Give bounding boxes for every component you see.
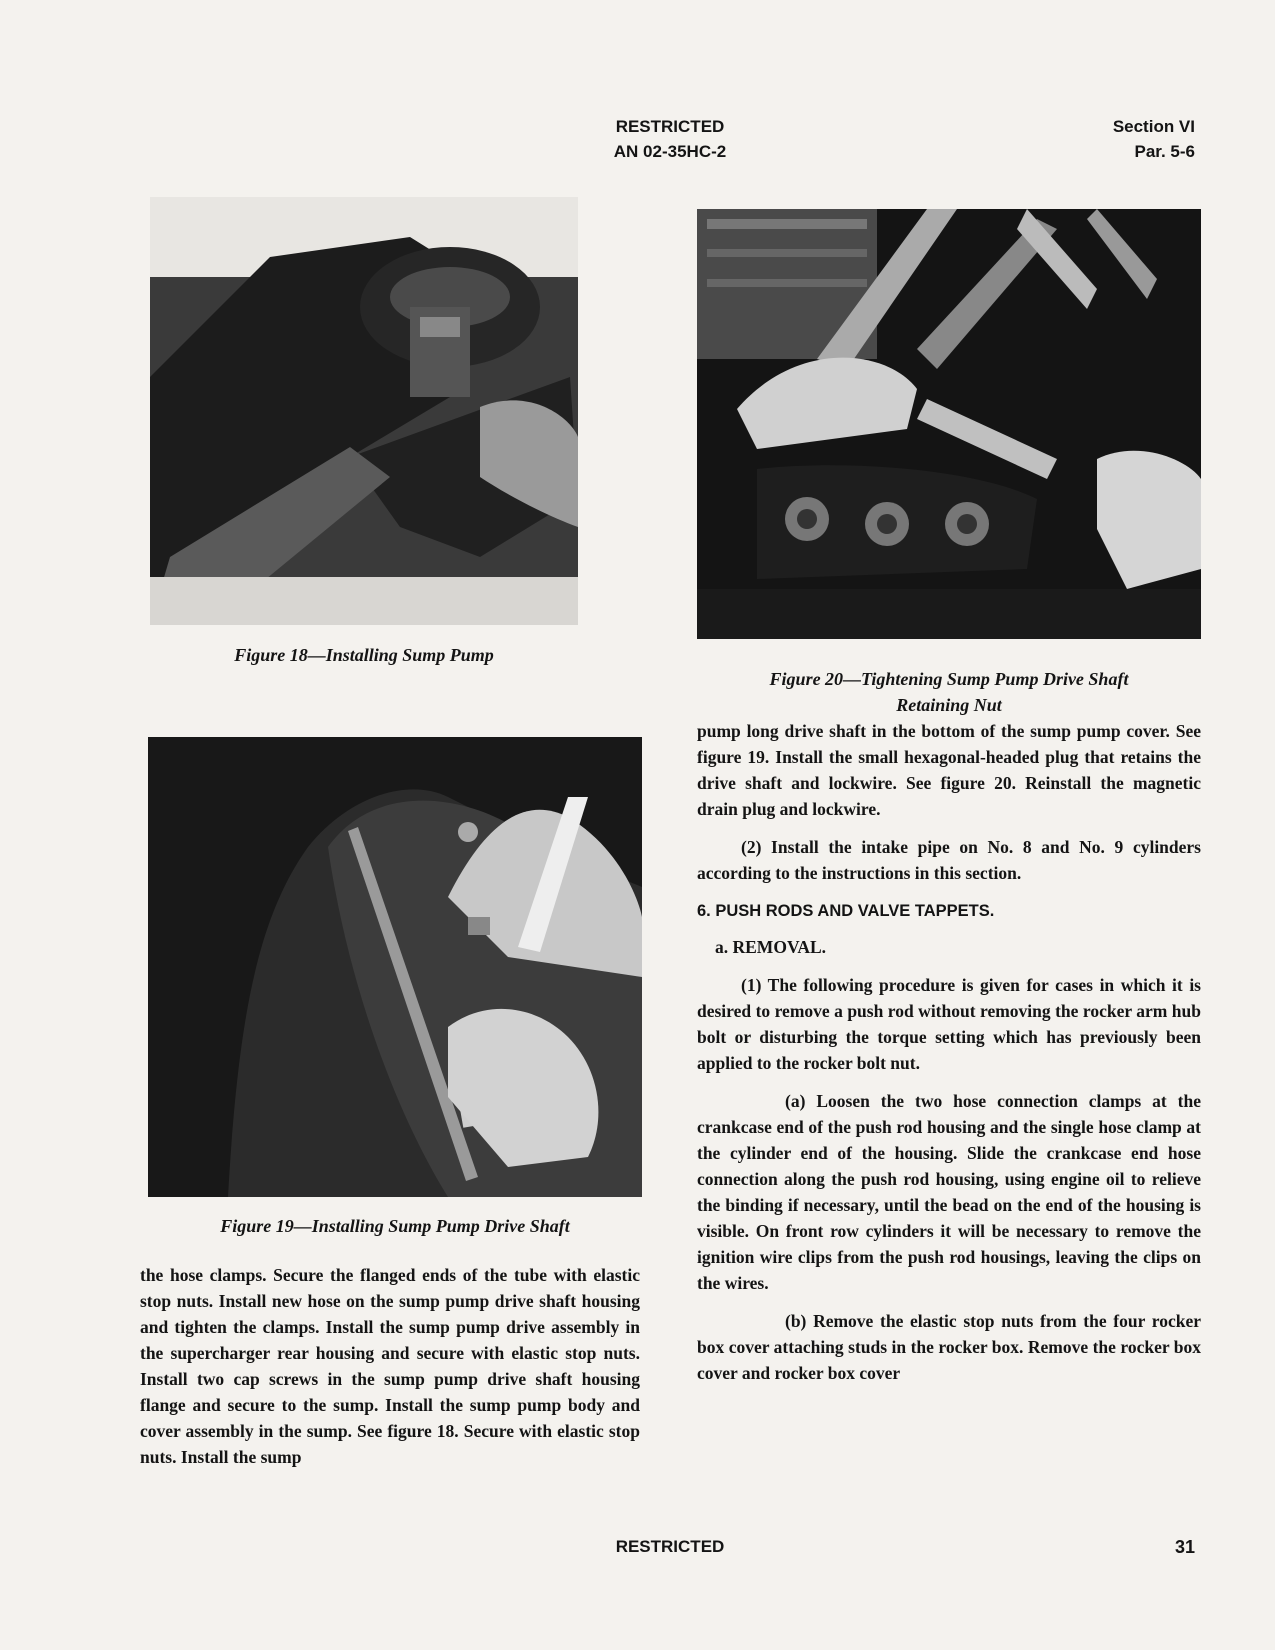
left-paragraph-1: the hose clamps. Secure the flanged ends of the tube with elastic stop nuts. Install new hose on the sump pump drive shaft housing and tighten the clamps. Install the sump pump drive assembly in the supercharger rear housing and secure with elastic stop nuts. Install two cap screws in the sump pump drive shaft housing flange and secure to the sump. Install the sump pump body and cover assembly in the sump. See figure 18. Secure with elastic stop nuts. Install the sump	[140, 1265, 640, 1467]
section-heading: 6. PUSH RODS AND VALVE TAPPETS.	[697, 902, 995, 920]
right-paragraph-5: (b) Remove the elastic stop nuts from the four rocker box cover attaching studs in the rocker box. Remove the rocker box cover and rocker box cover	[697, 1311, 1201, 1383]
header-doc-number: AN 02-35HC-2	[613, 142, 727, 161]
figure-19-caption: Figure 19—Installing Sump Pump Drive Shaft	[220, 1216, 570, 1236]
header-center	[570, 114, 770, 164]
right-paragraph-1: pump long drive shaft in the bottom of the sump pump cover. See figure 19. Install the small hexagonal-headed plug that retains the drive shaft and lockwire. See figure 20. Reinstall the magnetic drain plug and lockwire.	[697, 721, 1201, 819]
right-paragraph-2: (2) Install the intake pipe on No. 8 and No. 9 cylinders according to the instructions in this section.	[697, 837, 1201, 883]
right-paragraph-4: (a) Loosen the two hose connection clamps at the crankcase end of the push rod housing and the single hose clamp at the cylinder end of the housing. Slide the crankcase end hose connection along the push rod housing, using engine oil to relieve the binding if necessary, until the bead on the end of the housing is visible. On front row cylinders it will be necessary to remove the ignition wire clips from the push rod housings, leaving the clips on the wires.	[697, 1091, 1201, 1293]
figure-20-caption-line1: Figure 20—Tightening Sump Pump Drive Shaft	[769, 669, 1129, 689]
header-right	[1113, 114, 1195, 164]
left-column-text	[140, 1262, 640, 1482]
figure-19-photo	[148, 737, 642, 1197]
header-paragraph: Par. 5-6	[1134, 142, 1195, 161]
right-paragraph-3: (1) The following procedure is given for cases in which it is desired to remove a push rod without removing the rocker arm hub bolt or disturbing the torque setting which has previously been applied to the rocker bolt nut.	[697, 975, 1201, 1073]
figure-18-photo	[150, 197, 578, 625]
footer-classification: RESTRICTED	[615, 1537, 725, 1556]
page-number: 31	[1174, 1537, 1195, 1557]
figure-20-caption	[697, 666, 1201, 718]
figure-20-photo	[697, 209, 1201, 639]
figure-20-caption-line2: Retaining Nut	[896, 695, 1002, 715]
header-classification: RESTRICTED	[615, 117, 725, 136]
header-section: Section VI	[1112, 117, 1195, 136]
right-column-text	[697, 718, 1201, 1398]
figure-18-caption: Figure 18—Installing Sump Pump	[234, 645, 494, 665]
sub-heading: a. REMOVAL.	[715, 937, 827, 957]
